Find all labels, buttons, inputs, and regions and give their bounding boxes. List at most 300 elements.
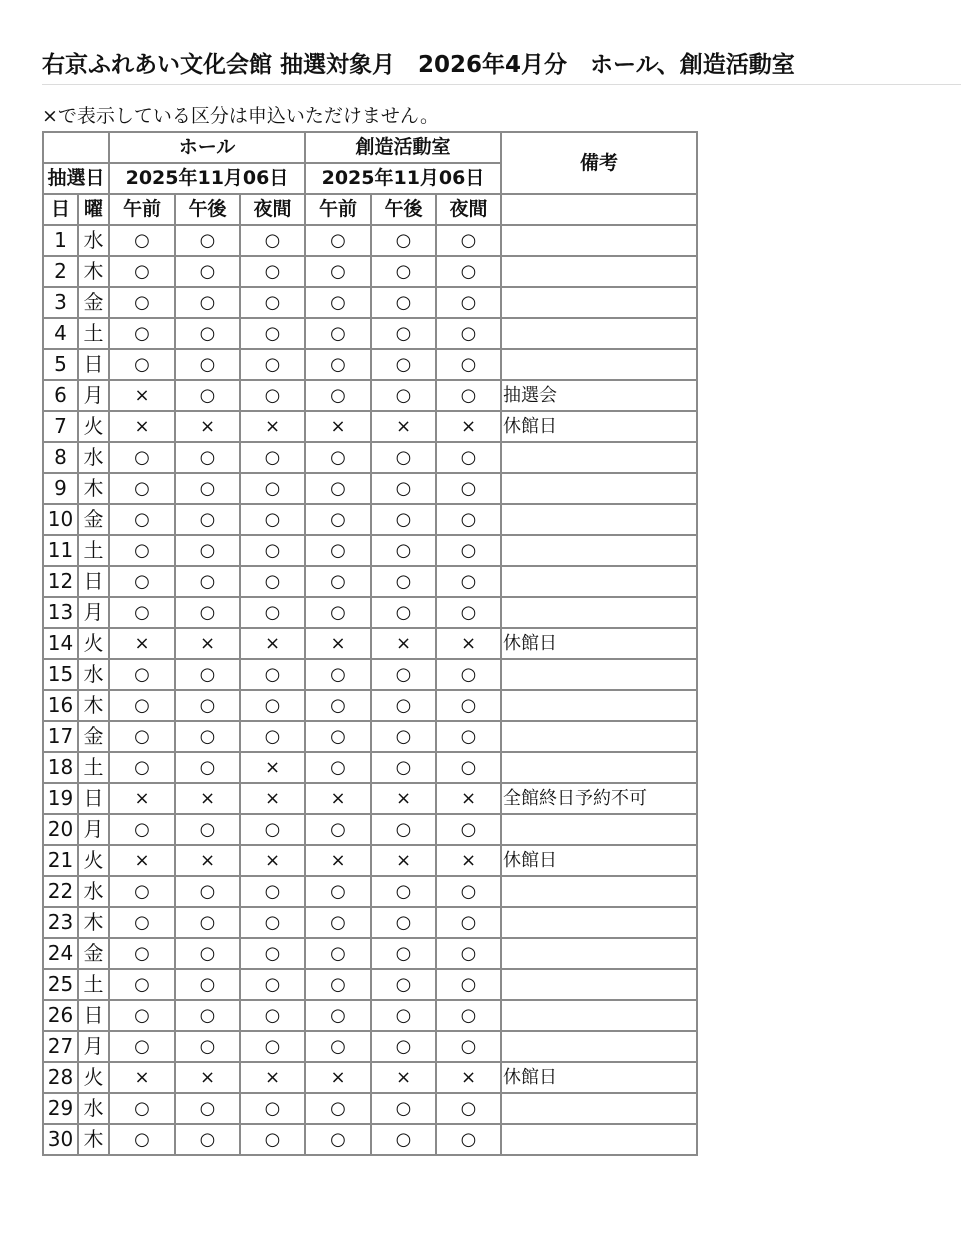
availability-mark: ○ [371,1000,436,1031]
availability-mark: ○ [371,256,436,287]
availability-mark: ○ [305,349,371,380]
availability-mark: ○ [305,1031,371,1062]
weekday-cell: 月 [78,597,109,628]
weekday-cell: 日 [78,566,109,597]
weekday-cell: 日 [78,783,109,814]
header-period: 午前 [109,194,175,225]
day-cell: 16 [43,690,78,721]
weekday-cell: 金 [78,504,109,535]
availability-mark: ○ [371,287,436,318]
table-row [43,628,697,659]
availability-mark: ○ [305,256,371,287]
availability-mark: ○ [109,535,175,566]
header-room-creative: 創造活動室 [305,132,501,163]
weekday-cell: 土 [78,969,109,1000]
header-weekday: 曜 [78,194,109,225]
day-cell: 17 [43,721,78,752]
day-cell: 22 [43,876,78,907]
availability-mark: ○ [109,969,175,1000]
availability-mark: ○ [175,256,240,287]
weekday-cell: 水 [78,442,109,473]
availability-mark: × [436,628,501,659]
day-cell: 11 [43,535,78,566]
table-row [43,1124,697,1155]
table-row [43,597,697,628]
availability-mark: ○ [305,907,371,938]
availability-mark: ○ [371,907,436,938]
availability-mark: ○ [436,1000,501,1031]
availability-mark: ○ [436,256,501,287]
header-lottery-label: 抽選日 [43,163,109,194]
availability-mark: ○ [305,814,371,845]
availability-mark: ○ [305,535,371,566]
availability-mark: ○ [436,566,501,597]
availability-mark: ○ [240,473,305,504]
availability-mark: ○ [240,1031,305,1062]
availability-mark: ○ [436,535,501,566]
availability-mark: × [240,752,305,783]
weekday-cell: 木 [78,473,109,504]
availability-mark: ○ [175,1124,240,1155]
availability-mark: ○ [305,752,371,783]
weekday-cell: 土 [78,535,109,566]
note-cell [501,1031,697,1062]
note-cell: 休館日 [501,411,697,442]
availability-mark: ○ [240,690,305,721]
day-cell: 4 [43,318,78,349]
availability-mark: ○ [371,535,436,566]
day-cell: 23 [43,907,78,938]
availability-notice: ×で表示している区分は申込いただけません。 [42,105,440,127]
availability-mark: ○ [305,721,371,752]
availability-mark: ○ [240,380,305,411]
availability-mark: ○ [436,1031,501,1062]
availability-mark: ○ [109,876,175,907]
availability-mark: ○ [109,1124,175,1155]
table-row [43,287,697,318]
header-blank [43,132,109,163]
availability-mark: ○ [240,256,305,287]
header-period: 午後 [371,194,436,225]
table-row [43,349,697,380]
availability-mark: ○ [109,721,175,752]
availability-mark: ○ [436,225,501,256]
availability-mark: ○ [109,349,175,380]
availability-mark: × [305,628,371,659]
table-row [43,690,697,721]
weekday-cell: 金 [78,938,109,969]
note-cell: 休館日 [501,845,697,876]
availability-mark: ○ [175,1000,240,1031]
weekday-cell: 木 [78,1124,109,1155]
table-row [43,659,697,690]
weekday-cell: 土 [78,318,109,349]
availability-mark: × [305,1062,371,1093]
availability-mark: ○ [436,380,501,411]
availability-mark: ○ [240,938,305,969]
weekday-cell: 水 [78,225,109,256]
availability-mark: ○ [305,690,371,721]
availability-mark: × [240,411,305,442]
availability-mark: ○ [240,721,305,752]
table-row [43,1000,697,1031]
availability-mark: ○ [175,442,240,473]
availability-table [42,131,698,1156]
availability-mark: × [371,411,436,442]
weekday-cell: 火 [78,1062,109,1093]
availability-mark: ○ [371,597,436,628]
availability-mark: ○ [175,380,240,411]
table-row [43,1062,697,1093]
day-cell: 19 [43,783,78,814]
availability-mark: ○ [109,225,175,256]
day-cell: 24 [43,938,78,969]
table-row [43,318,697,349]
availability-mark: × [371,628,436,659]
availability-mark: ○ [436,318,501,349]
availability-mark: × [436,845,501,876]
day-cell: 12 [43,566,78,597]
availability-mark: ○ [109,938,175,969]
header-period: 夜間 [436,194,501,225]
availability-mark: ○ [109,287,175,318]
header-row-periods [43,194,697,225]
availability-mark: ○ [436,473,501,504]
availability-mark: ○ [371,752,436,783]
availability-mark: ○ [305,442,371,473]
availability-mark: × [109,845,175,876]
availability-mark: ○ [371,659,436,690]
availability-mark: ○ [305,1000,371,1031]
note-cell [501,318,697,349]
availability-mark: ○ [240,907,305,938]
availability-mark: ○ [240,318,305,349]
weekday-cell: 火 [78,628,109,659]
note-cell [501,504,697,535]
note-cell [501,690,697,721]
header-lottery-date-creative: 2025年11月06日 [305,163,501,194]
day-cell: 25 [43,969,78,1000]
availability-mark: ○ [305,969,371,1000]
availability-mark: ○ [371,225,436,256]
table-row [43,411,697,442]
weekday-cell: 月 [78,380,109,411]
availability-mark: ○ [175,504,240,535]
note-cell [501,442,697,473]
note-cell [501,473,697,504]
availability-mark: × [436,783,501,814]
availability-mark: ○ [109,473,175,504]
note-cell [501,814,697,845]
availability-mark: × [109,411,175,442]
weekday-cell: 水 [78,876,109,907]
availability-mark: ○ [240,442,305,473]
availability-mark: ○ [436,349,501,380]
availability-mark: × [436,1062,501,1093]
note-cell [501,349,697,380]
day-cell: 20 [43,814,78,845]
availability-mark: ○ [175,1093,240,1124]
header-notes-blank [501,194,697,225]
availability-mark: × [240,1062,305,1093]
availability-mark: ○ [240,1000,305,1031]
availability-mark: ○ [109,1000,175,1031]
availability-mark: ○ [175,659,240,690]
header-row-rooms [43,132,697,163]
availability-mark: ○ [305,473,371,504]
weekday-cell: 土 [78,752,109,783]
day-cell: 15 [43,659,78,690]
availability-mark: ○ [175,318,240,349]
table-row [43,504,697,535]
availability-mark: × [436,411,501,442]
weekday-cell: 木 [78,907,109,938]
table-row [43,380,697,411]
weekday-cell: 日 [78,1000,109,1031]
availability-mark: ○ [305,1124,371,1155]
availability-mark: ○ [240,287,305,318]
day-cell: 8 [43,442,78,473]
weekday-cell: 木 [78,256,109,287]
availability-mark: ○ [436,969,501,1000]
availability-mark: ○ [175,752,240,783]
note-cell [501,938,697,969]
table-row [43,969,697,1000]
availability-mark: ○ [371,690,436,721]
availability-mark: ○ [436,442,501,473]
availability-mark: × [175,845,240,876]
availability-mark: ○ [175,721,240,752]
availability-mark: ○ [305,287,371,318]
availability-mark: × [109,783,175,814]
availability-mark: ○ [305,504,371,535]
note-cell [501,907,697,938]
availability-mark: ○ [240,566,305,597]
availability-mark: ○ [305,1093,371,1124]
availability-mark: ○ [305,876,371,907]
availability-mark: ○ [436,690,501,721]
weekday-cell: 水 [78,1093,109,1124]
availability-mark: ○ [305,597,371,628]
availability-mark: ○ [305,938,371,969]
day-cell: 10 [43,504,78,535]
table-row [43,783,697,814]
availability-mark: ○ [371,938,436,969]
note-cell [501,969,697,1000]
title-divider [42,84,961,85]
day-cell: 3 [43,287,78,318]
availability-mark: ○ [436,907,501,938]
availability-mark: ○ [371,876,436,907]
availability-mark: ○ [371,1093,436,1124]
table-row [43,876,697,907]
availability-mark: ○ [371,442,436,473]
availability-mark: × [371,783,436,814]
availability-mark: ○ [371,1031,436,1062]
availability-mark: × [175,1062,240,1093]
note-cell [501,876,697,907]
availability-mark: ○ [371,504,436,535]
weekday-cell: 金 [78,287,109,318]
note-cell: 休館日 [501,1062,697,1093]
day-cell: 9 [43,473,78,504]
availability-mark: ○ [305,225,371,256]
day-cell: 30 [43,1124,78,1155]
availability-mark: ○ [175,349,240,380]
table-row [43,907,697,938]
availability-mark: ○ [371,1124,436,1155]
availability-mark: ○ [175,225,240,256]
availability-mark: ○ [436,721,501,752]
weekday-cell: 月 [78,814,109,845]
availability-mark: ○ [175,473,240,504]
availability-mark: ○ [305,318,371,349]
note-cell: 全館終日予約不可 [501,783,697,814]
availability-mark: ○ [109,659,175,690]
availability-mark: ○ [240,349,305,380]
availability-mark: × [305,783,371,814]
weekday-cell: 火 [78,845,109,876]
availability-mark: ○ [109,442,175,473]
table-row [43,721,697,752]
availability-mark: ○ [436,814,501,845]
table-row [43,225,697,256]
day-cell: 28 [43,1062,78,1093]
header-lottery-date-hall: 2025年11月06日 [109,163,305,194]
availability-mark: ○ [436,504,501,535]
availability-mark: ○ [175,969,240,1000]
availability-mark: × [109,628,175,659]
day-cell: 14 [43,628,78,659]
page-title: 右京ふれあい文化会館 抽選対象月 2026年4月分 ホール、創造活動室 [42,52,795,78]
availability-mark: ○ [240,1093,305,1124]
availability-mark: × [109,1062,175,1093]
availability-mark: ○ [436,752,501,783]
note-cell [501,752,697,783]
table-row [43,473,697,504]
availability-mark: ○ [109,256,175,287]
availability-mark: ○ [109,690,175,721]
table-row [43,938,697,969]
day-cell: 7 [43,411,78,442]
availability-mark: ○ [109,597,175,628]
availability-mark: ○ [436,1093,501,1124]
availability-mark: × [305,845,371,876]
table-row [43,566,697,597]
availability-mark: ○ [371,473,436,504]
availability-mark: ○ [240,814,305,845]
weekday-cell: 金 [78,721,109,752]
availability-mark: ○ [175,814,240,845]
availability-mark: × [175,783,240,814]
availability-mark: ○ [371,349,436,380]
availability-mark: ○ [109,566,175,597]
availability-mark: ○ [240,969,305,1000]
header-period: 夜間 [240,194,305,225]
table-row [43,814,697,845]
availability-mark: ○ [240,225,305,256]
availability-mark: × [305,411,371,442]
note-cell [501,659,697,690]
note-cell [501,597,697,628]
day-cell: 6 [43,380,78,411]
day-cell: 18 [43,752,78,783]
availability-mark: × [371,845,436,876]
header-period: 午前 [305,194,371,225]
weekday-cell: 日 [78,349,109,380]
day-cell: 21 [43,845,78,876]
availability-mark: × [175,628,240,659]
availability-mark: ○ [305,566,371,597]
availability-mark: × [109,380,175,411]
availability-mark: ○ [240,597,305,628]
availability-mark: × [175,411,240,442]
availability-mark: ○ [371,380,436,411]
availability-mark: ○ [371,721,436,752]
availability-mark: ○ [175,535,240,566]
availability-mark: ○ [240,504,305,535]
availability-mark: ○ [175,287,240,318]
availability-mark: ○ [436,659,501,690]
note-cell [501,225,697,256]
availability-mark: × [240,783,305,814]
availability-mark: ○ [371,814,436,845]
table-row [43,256,697,287]
availability-mark: ○ [436,287,501,318]
availability-mark: ○ [109,1093,175,1124]
availability-mark: ○ [109,504,175,535]
availability-mark: ○ [305,380,371,411]
note-cell [501,1124,697,1155]
weekday-cell: 木 [78,690,109,721]
note-cell [501,287,697,318]
header-notes: 備考 [501,132,697,194]
table-row [43,845,697,876]
availability-mark: × [240,628,305,659]
availability-mark: ○ [175,690,240,721]
day-cell: 13 [43,597,78,628]
availability-mark: ○ [305,659,371,690]
availability-mark: ○ [240,659,305,690]
availability-mark: ○ [109,752,175,783]
header-day: 日 [43,194,78,225]
availability-mark: ○ [109,907,175,938]
table-row [43,442,697,473]
availability-mark: ○ [109,1031,175,1062]
day-cell: 29 [43,1093,78,1124]
availability-mark: ○ [175,938,240,969]
availability-mark: ○ [175,1031,240,1062]
note-cell [501,1000,697,1031]
availability-mark: ○ [109,814,175,845]
availability-mark: ○ [371,969,436,1000]
availability-mark: ○ [436,597,501,628]
availability-mark: ○ [240,1124,305,1155]
note-cell [501,721,697,752]
table-row [43,535,697,566]
note-cell [501,535,697,566]
table-row [43,1031,697,1062]
availability-mark: ○ [175,876,240,907]
header-room-hall: ホール [109,132,305,163]
note-cell [501,566,697,597]
availability-mark: ○ [436,876,501,907]
day-cell: 2 [43,256,78,287]
weekday-cell: 火 [78,411,109,442]
availability-mark: ○ [371,566,436,597]
availability-mark: ○ [175,597,240,628]
day-cell: 26 [43,1000,78,1031]
